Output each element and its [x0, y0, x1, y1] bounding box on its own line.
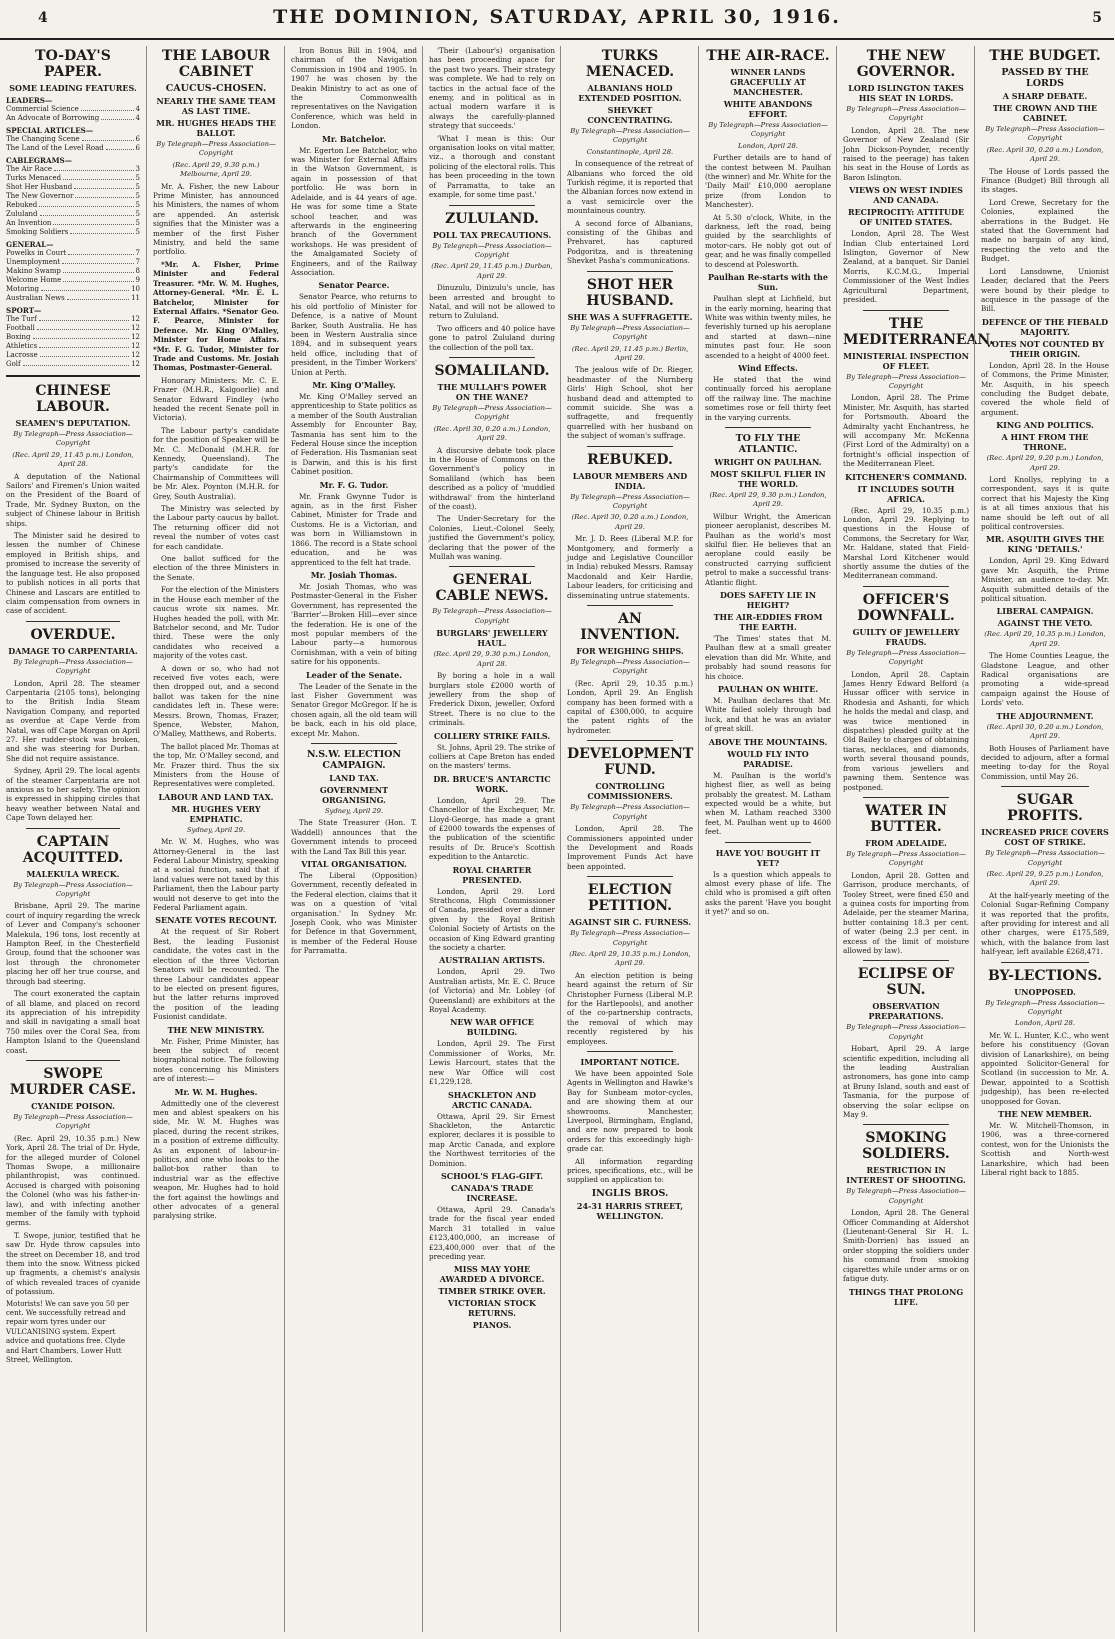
leading-features-subheading: SOME LEADING FEATURES.: [9, 83, 137, 93]
article-paragraph: (Rec. April 29, 10.35 p.m.) New York, April 28. The trial of Dr. Hyde, for the alleged murder of Colonel Thomas Swope, a millionaire philanthropist, was continued. Accused is charged with poisoning the Colonel (who was his father-in-law), and with infecting another member of the family with typhoid germs.: [6, 1133, 140, 1228]
article-paragraph: The Under-Secretary for the Colonies, Lieut.-Colonel Seely, justified the Government's policy, declaring that the power of the Mullah was waning.: [429, 514, 555, 562]
article-paragraph: St. Johns, April 29. The strike of colliers at Cape Breton has ended on the masters' terms.: [429, 742, 555, 771]
swope-murder-heading: SWOPE MURDER CASE.: [9, 1065, 137, 1098]
contents-item: Welcome Home 9: [6, 276, 140, 284]
article-paragraph: Lord Knollys, replying to a correspondent, says it is quite correct that his Majesty the King is at all times anxious that his name should be left out of all political controversies.: [981, 474, 1109, 531]
press-credit: By Telegraph—Press Association—Copyright: [846, 105, 966, 123]
rebuked-subheading: LABOUR MEMBERS AND INDIA.: [572, 470, 688, 491]
article-paragraph: Brisbane, April 29. The marine court of inquiry regarding the wreck of Lever and Company's schooner Malekula, 196 tons, lost recently at Hampton Reef, in the Chesterfield Group, found that the schooner was lost through the chronometer placing her off her true course, and through bad steering.: [6, 901, 140, 986]
article-paragraph: Mr. Fisher, Prime Minister, has been the subject of recent biographical notice. The following notes concerning his Ministers are of interest:—: [153, 1036, 279, 1084]
article-paragraph: The Minister said he desired to lessen the number of Chinese employed in British ships, and promised to increase the severity of the language test. He also proposed to publish notices in all ports that Chinese and Lascars are entitled to claim compensation from owners in case of accident.: [6, 531, 140, 616]
contents-item: Smoking Soldiers 5: [6, 228, 140, 236]
section-subheading: MOST SKILFUL FLIER IN THE WORLD.: [710, 468, 826, 489]
press-credit: By Telegraph—Press Association—Copyright: [13, 880, 133, 899]
shot-her-husband-subheading: SHE WAS A SUFFRAGETTE.: [567, 311, 693, 322]
press-credit: By Telegraph—Press Association—Copyright: [156, 140, 276, 158]
section-subheading: Paulhan Re-starts with the Sun.: [708, 272, 828, 293]
rebuked-heading: REBUKED.: [587, 451, 673, 468]
press-credit: By Telegraph—Press Association—Copyright: [432, 241, 552, 259]
article-paragraph: London, April 28. Captain James Henry Edward Belford (a Hussar officer with service in Rhodesia and Ashanti, for which he holds the medal and clasp, and was twice mentioned in dispatches) pleaded guilty at the Old Bailey to charges of obtaining tiaras, necklaces, and diamonds, worth several thousand pounds, from various jewellers and pawning them. Sentence was postponed.: [843, 669, 969, 792]
section-subheading: IT INCLUDES SOUTH AFRICA.: [857, 483, 955, 504]
new-governor-subheading: LORD ISLINGTON TAKES HIS SEAT IN LORDS.: [848, 83, 964, 103]
article-paragraph: The ballot placed Mr. Thomas at the top, Mr. O'Malley second, and Mr. Frazer third. Thus the six Ministers from the House of Representatives were completed.: [153, 741, 279, 789]
article-paragraph: London, April 29. King Edward gave Mr. Asquith, the Prime Minister, an audience to-day. Mr. Asquith submitted details of the political situation.: [981, 556, 1109, 604]
article-paragraph: M. Paulhan is the world's highest flier, as well as being probably the greatest. M. Latham expected would be a white, but when M. Latham reached 3300 feet, M. Paulhan went up to 4600 feet.: [705, 770, 831, 837]
press-credit: By Telegraph—Press Association—Copyright: [432, 607, 552, 625]
article-paragraph: Both Houses of Parliament have decided to adjourn, after a formal meeting to-day for the Royal Commission, until May 26.: [981, 743, 1109, 781]
chinese-labour-subheading: SEAMEN'S DEPUTATION.: [15, 418, 131, 428]
contents-list: [6, 96, 140, 369]
article-paragraph: The Ministry was selected by the Labour party caucus by ballot. The returning officer did not reveal the number of votes cast for each candidate.: [153, 504, 279, 551]
press-credit: By Telegraph—Press Association—Copyright: [708, 121, 828, 139]
article-paragraph: Mr. W. L. Hunter, K.C., who went before his constituency (Govan division of Lanarkshire), on being appointed Solicitor-General for Scotland (in succession to Mr. A. Dewar, appointed to a Scottish judgeship), has been re-elected unopposed for Govan.: [981, 1030, 1109, 1106]
article-paragraph: An election petition is being heard against the return of Sir Christopher Furness (Liberal M.P. for the Hartlepools), and another of the co-partnership contracts, the removal of which may recently registered by his employees.: [567, 970, 693, 1046]
overdue-subheading: DAMAGE TO CARPENTARIA.: [8, 645, 138, 656]
advertiser-name: INGLIS BROS.: [591, 1187, 669, 1199]
zululand-heading: ZULULAND.: [445, 210, 539, 227]
article-paragraph: Mr. A. Fisher, the new Labour Prime Minister, has announced his Ministers, the names of whom are appended. An asterisk signifies that the Minister was a member of the first Fisher Ministry, and held the same portfolio.: [153, 181, 279, 257]
article-paragraph: London, April 28. The General Officer Commanding at Aldershot (Lieutenant-General Sir H. L. Smith-Dorrien) has issued an order stopping the soldiers under his command from smoking cigarettes while under arms or on fatigue duty.: [843, 1208, 969, 1284]
labour-cabinet-subheading: NEARLY THE SAME TEAM AS LAST TIME.: [156, 96, 276, 116]
press-credit: By Telegraph—Press Association—Copyright: [570, 127, 690, 145]
section-subheading: Mr. Josiah Thomas.: [310, 569, 398, 580]
section-subheading: VIEWS ON WEST INDIES AND CANADA.: [849, 185, 963, 206]
article-paragraph: The court exonerated the captain of all blame, and placed on record its appreciation of his intrepidity and skill in navigating a small boat 750 miles over the Coral Sea, from Hampton Island to the Queensland coast.: [6, 989, 140, 1055]
contents-item: Shot Her Husband 5: [6, 183, 140, 191]
contents-item: Motoring 10: [6, 285, 140, 293]
section-subheading: MR. HUGHES VERY EMPHATIC.: [171, 803, 261, 824]
labour-cabinet-subheading: CAUCUS-CHOSEN.: [165, 83, 267, 94]
advertisement: All information regarding prices, specifications, etc., will be supplied on application to:: [567, 1156, 693, 1185]
article-paragraph: A discursive debate took place in the House of Commons on the Government's policy in Somaliland (which has been described as a policy of 'muddled withdrawal' from the hinterland of the coast).: [429, 445, 555, 512]
section-subheading: Wind Effects.: [738, 362, 798, 373]
article-paragraph: At 5.30 o'clock, White, in the darkness, left the road, being guided by the searchlights of motor-cars. He nobly got out of gear, and he was finally compelled to descend at Polesworth.: [705, 212, 831, 269]
news-item-heading: SHACKLETON AND ARCTIC CANADA.: [447, 1089, 537, 1110]
dateline: (Rec. April 29, 9.30 p.m.) London, April 28.: [433, 650, 551, 668]
somaliland-subheading: THE MULLAH'S POWER ON THE WANE?: [437, 381, 547, 402]
captain-acquitted-subheading: MALEKULA WRECK.: [26, 868, 120, 879]
budget-heading: THE BUDGET.: [989, 48, 1101, 64]
press-credit: By Telegraph—Press Association—Copyright: [432, 403, 552, 422]
captain-acquitted-heading: CAPTAIN ACQUITTED.: [22, 833, 124, 866]
an-invention-subheading: FOR WEIGHING SHIPS.: [576, 646, 684, 657]
section-subheading: GOVERNMENT ORGANISING.: [319, 785, 389, 805]
article-paragraph: For the election of the Ministers in the House each member of the caucus wrote six names. Mr. Hughes headed the poll, with Mr. Batchelor second, and Mr. Tudor third. These were the only candidates who received a majority of the votes cast.: [153, 585, 279, 661]
press-credit: By Telegraph—Press Association—Copyright: [846, 849, 966, 868]
new-governor-heading: THE NEW GOVERNOR.: [856, 48, 956, 80]
page-number: 5: [1092, 10, 1102, 26]
section-subheading: LAND TAX.: [329, 773, 379, 783]
contents-item: The Land of the Level Road 6: [6, 144, 140, 152]
section-subheading: Mr. W. M. Hughes.: [174, 1086, 258, 1097]
article-paragraph: A down or so, who had not received five votes each, were then dropped out, and a second ballot was taken for the nine candidates left in. These were: Messrs. Brown, Thomas, Frazer, Spence, Webster, Mahon, O'Malley, Matthews, and Roberts.: [153, 663, 279, 739]
article-paragraph: M. Paulhan declares that Mr. White failed solely through bad luck, and that he was an aviator of great skill.: [705, 696, 831, 734]
contents-item: Golf 12: [6, 360, 140, 368]
dateline: London, April 28.: [738, 141, 798, 150]
todays-paper-heading: TO-DAY'S PAPER.: [35, 48, 111, 80]
contents-item: An Invention 5: [6, 219, 140, 227]
article-paragraph: (Rec. April 29, 10.35 p.m.) London, April 29. Replying to questions in the House of Commons, the Secretary for War, Mr. Haldane, stated that Field-Marshal Lord Kitchener would shortly assume the duties of the Mediterranean command.: [843, 505, 969, 581]
section-subheading: Senator Pearce.: [318, 280, 390, 291]
section-subheading: KITCHENER'S COMMAND.: [845, 471, 967, 482]
mediterranean-heading: THE MEDITERRANEAN.: [843, 315, 995, 348]
contents-item: Lacrosse 12: [6, 351, 140, 359]
article-paragraph: Mr. King O'Malley served an apprenticeship to State politics as a member of the South Australian Assembly for Encounter Bay, Tasmania has sent him to the Federal House since the inception of Federation. His Tasmanian seat is Darwin, and this is his first Cabinet position.: [291, 392, 417, 477]
article-paragraph: Mr. Josiah Thomas, who was Postmaster-General in the Fisher Government, has represented the 'Barrier'—Broken Hill—ever since the federation. He is one of the most popular members of the Labour party—a humorous Cornishman, with a vein of biting satire for his opponents.: [291, 581, 417, 667]
contents-item: Makino Swamp 8: [6, 267, 140, 275]
budget-subheading: THE CROWN AND THE CABINET.: [992, 103, 1098, 123]
contents-section: LEADERS—: [6, 96, 53, 105]
article-paragraph: London, April 29. Lord Strathcona, High Commissioner of Canada, presided over a dinner given by the Royal British Colonial Society of Artists on the occasion of King Edward granting the society a charter.: [429, 886, 555, 953]
advertisement: Motorists! We can save you 50 per cent. We successfully retread and repair worn tyres under our VULCANISING system. Expert advice and quotations free. Clyde and Hart Chambers, Lower Hutt Street, Wellington.: [6, 1299, 129, 1365]
contents-item: Football 12: [6, 324, 140, 332]
article-paragraph: By boring a hole in a wall burglars stole £2000 worth of jewellery from the shop of Frederick Dixon, jeweller, Oxford Street. There is no clue to the criminals.: [429, 671, 555, 728]
contents-section: SPECIAL ARTICLES—: [6, 126, 94, 135]
press-credit: By Telegraph—Press Association—Copyright: [13, 657, 133, 676]
column-6: [698, 46, 837, 1632]
general-cable-news-heading: GENERAL CABLE NEWS.: [435, 572, 549, 605]
press-credit: By Telegraph—Press Association—Copyright: [985, 125, 1105, 143]
section-subheading: AGAINST THE VETO.: [997, 618, 1093, 629]
article-paragraph: A deputation of the National Sailors' and Firemen's Union waited on the President of the Board of Trade, Mr. Sydney Buxton, on the subject of Chinese labour in British ships.: [6, 471, 140, 528]
article-paragraph: 'The Times' states that M. Paulhan flew at a small greater elevation than did Mr. White, and probably had sound reasons for his choice.: [705, 634, 831, 681]
contents-item: Australian News 11: [6, 294, 140, 302]
column-5: [560, 46, 699, 1632]
press-credit: By Telegraph—Press Association—Copyright: [13, 430, 133, 448]
dateline: (Rec. April 30, 0.20 a.m.) London, April 29.: [433, 424, 551, 443]
contents-item: Powelks in Court 7: [6, 249, 140, 257]
article-paragraph: The Home Counties League, the Gladstone League, and other Radical organisations are promoting a wide-spread campaign against the House of Lords' veto.: [981, 651, 1109, 708]
election-petition-subheading: AGAINST SIR C. FURNESS.: [568, 917, 692, 928]
column-8: [974, 46, 1115, 1632]
section-subheading: Mr. Batchelor.: [322, 133, 386, 144]
press-credit: By Telegraph—Press Association—Copyright: [570, 492, 690, 510]
press-credit: By Telegraph—Press Association—Copyright: [846, 372, 966, 390]
nsw-election-heading: N.S.W. ELECTION CAMPAIGN.: [306, 749, 402, 771]
dateline: (Rec. April 29, 9.20 p.m.) London, April 29.: [986, 454, 1104, 472]
zululand-subheading: POLL TAX PRECAUTIONS.: [432, 229, 552, 240]
newspaper-title: THE DOMINION, SATURDAY, APRIL 30, 1916.: [273, 6, 841, 28]
press-credit: By Telegraph—Press Association—Copyright: [846, 648, 966, 667]
air-race-subheading: WINNER LANDS GRACEFULLY AT MANCHESTER.: [730, 67, 806, 97]
section-subheading: ABOVE THE MOUNTAINS.: [708, 736, 828, 747]
news-item-heading: PIANOS.: [472, 1320, 512, 1331]
section-subheading: PAULHAN ON WHITE.: [717, 684, 819, 695]
column-2: [146, 46, 285, 1632]
press-credit: By Telegraph—Press Association—Copyright: [570, 323, 690, 342]
dateline: (Rec. April 29, 9.25 p.m.) London, April 29.: [986, 869, 1104, 888]
dateline: Sydney, April 29.: [186, 825, 246, 834]
advertisement: We have been appointed Sole Agents in Wellington and Hawke's Bay for Sunbeam motor-cycles, and are showing them at our showrooms. Manchester, Liverpool, Birmingham, England, and are now prepared to book orders for this exceedingly high-grade car.: [567, 1069, 693, 1154]
contents-item: An Advocate of Borrowing 4: [6, 114, 140, 122]
mediterranean-subheading: MINISTERIAL INSPECTION OF FLEET.: [843, 350, 969, 371]
press-credit: By Telegraph—Press Association—Copyright: [570, 929, 690, 947]
dateline: (Rec. April 30, 0.20 a.m.) London, April 29.: [986, 722, 1104, 741]
by-elections-heading: BY-LECTIONS.: [987, 967, 1103, 984]
article-paragraph: At the half-yearly meeting of the Colonial Sugar-Refining Company it was reported that the profits, after providing for interest and all other charges, were £175,589, which, with the balance from last half-year, left available £268,471.: [981, 890, 1109, 957]
article-paragraph: Ottawa, April 29. Sir Ernest Shackleton, the Antarctic explorer, declares it is possible to map Arctic Canada, and explore the Northwest territories of the Dominion.: [429, 1111, 555, 1168]
by-elections-subheading: UNOPPOSED.: [1014, 986, 1076, 997]
notice-heading: IMPORTANT NOTICE.: [580, 1057, 680, 1067]
sugar-profits-heading: SUGAR PROFITS.: [1007, 792, 1083, 825]
contents-item: Zululand 5: [6, 210, 140, 218]
press-credit: By Telegraph—Press Association—Copyright: [846, 1187, 966, 1205]
article-paragraph: The Labour party's candidate for the position of Speaker will be Mr. C. McDonald (M.H.R. for Kennedy, Queensland). The party's candidate for the Chairmanship of Committees will be Mr. Alex. Poynton (M.H.R. for Grey, South Australia).: [153, 425, 279, 501]
air-race-heading: THE AIR-RACE.: [706, 48, 830, 64]
section-subheading: WOULD FLY INTO PARADISE.: [727, 748, 809, 769]
overdue-heading: OVERDUE.: [30, 626, 116, 643]
dateline: (Rec. April 29, 10.35 p.m.) London, April 29.: [984, 630, 1106, 648]
eclipse-heading: ECLIPSE OF SUN.: [857, 966, 955, 999]
article-paragraph: One ballot sufficed for the election of the three Ministers in the Senate.: [153, 554, 279, 582]
news-item-heading: SCHOOL'S FLAG-GIFT.: [440, 1170, 544, 1181]
dateline: (Rec. April 29, 10.35 p.m.) London, April 29.: [569, 949, 691, 968]
advertisement-heading: THINGS THAT PROLONG LIFE.: [848, 1286, 964, 1307]
article-paragraph: London, April 28. The steamer Carpentaria (2105 tons), belonging to the British India Steam Navigation Company, and reported as overdue at Cape Verde from Natal, was off Cape Morgan on April 27. Her rudder-stock was broken, and she was steering for Durban. She did not require assistance.: [6, 678, 140, 763]
article-paragraph: London, April 28. The West Indian Club entertained Lord Islington, Governor of New Zealand, at a banquet. Sir Daniel Morris, K.C.M.G., Imperial Commissioner of the West Indies Agricultural Department, presided.: [843, 229, 969, 305]
section-subheading: RECIPROCITY: ATTITUDE OF UNITED STATES.: [847, 207, 965, 228]
section-subheading: Mr. King O'Malley.: [312, 380, 396, 390]
article-paragraph: Lord Lansdowne, Unionist Leader, declared that the Peers were bound by their pledge to acquiesce in the passage of the Bill.: [981, 266, 1109, 314]
press-credit: By Telegraph—Press Association—Copyright: [985, 998, 1105, 1016]
article-paragraph: The Liberal (Opposition) Government, recently defeated in the Federal election, claims that it was on a question of 'vital organisation.' In Sydney Mr. Joseph Cook, who was Minister for Defence in that Government, is member of the Federal House for Parramatta.: [291, 871, 417, 956]
turks-menaced-heading: TURKS MENACED.: [585, 48, 675, 80]
dateline: (Rec. April 29, 9.30 p.m.) London, April 29.: [709, 490, 827, 509]
eclipse-subheading: OBSERVATION PREPARATIONS.: [868, 1001, 944, 1022]
advertisement-heading: HAVE YOU BOUGHT IT YET?: [715, 847, 821, 868]
article-paragraph: Honorary Ministers: Mr. C. E. Frazer (M.H.R., Kalgoorlie) and Senator Edward Findley (who headed the recent Senate poll in Victoria).: [153, 375, 279, 423]
section-subheading: WRIGHT ON PAULHAN.: [714, 456, 822, 467]
swope-murder-subheading: CYANIDE POISON.: [31, 1100, 115, 1111]
budget-subheading: A SHARP DEBATE.: [1002, 91, 1088, 101]
article-paragraph: Mr. Egerton Lee Batchelor, who was Minister for External Affairs in the Watson Government, is again in possession of that portfolio. He was born in Adelaide, and is 44 years of age. He was for some time a State school teacher, and was afterwards in the engineering branch of the Government workshops. He was president of the Amalgamated Society of Engineers, and of the Railway Association.: [291, 145, 417, 277]
development-fund-heading: DEVELOPMENT FUND.: [567, 746, 694, 779]
section-subheading: VOTES NOT COUNTED BY THEIR ORIGIN.: [985, 338, 1105, 359]
article-paragraph: Iron Bonus Bill in 1904, and chairman of the Navigation Commission in 1904 and 1905. In 1907 he was chosen by the Deakin Ministry to act as one of the Commonwealth representatives on the Navigation Conference, which was held in London.: [291, 46, 417, 131]
article-paragraph: He stated that the wind continually forced his aeroplane off the railway line. The machine sometimes rose or fell thirty feet in the varying currents.: [705, 374, 831, 422]
article-paragraph: Lord Crewe, Secretary for the Colonies, explained the aberrations in the Budget. He stated that the Government had made no bargain of any kind, respecting the veto and the Budget.: [981, 197, 1109, 264]
column-7: [836, 46, 995, 1632]
article-paragraph: London, April 28. Gotten and Garrison, produce merchants, of Tooley Street, were fined £50 and a guinea costs for importing from Adelaide, per the steamer Marina, butter containing 18.3 per cent. of water (being 2.3 per cent. in excess of the limit of moisture allowed by law).: [843, 870, 969, 955]
advertisement: Is a question which appeals to almost every phase of life. The child who is promised a gift often asks the parent 'Have you bought it yet?' and so on.: [705, 869, 831, 917]
news-item-heading: COLLIERY STRIKE FAILS.: [433, 730, 551, 741]
contents-item: The Air Race 3: [6, 165, 140, 173]
article-paragraph: (Rec. April 29, 10.35 p.m.) London, April 29. An English company has been formed with a capital of £300,000, to acquire the patent rights of the hydrometer.: [567, 678, 693, 735]
article-paragraph: Dinuzulu, Dinizulu's uncle, has been arrested and brought to Natal, and will not be allowed to return to Zululand.: [429, 283, 555, 321]
article-paragraph: London, April 28. The Commissioners appointed under the Development and Roads Improvement Funds Act have been appointed.: [567, 824, 693, 871]
contents-section: GENERAL—: [6, 240, 54, 249]
section-subheading: MR. ASQUITH GIVES THE KING 'DETAILS.': [985, 534, 1105, 555]
section-subheading: DEFENCE OF THE FIEBALD MAJORITY.: [981, 316, 1109, 337]
election-petition-heading: ELECTION PETITION.: [587, 882, 673, 915]
article-paragraph: London, April 28. The new Governor of New Zealand (Sir John Dickson-Poynder, recently raised to the peerage) has taken his seat in the House of Lords as Baron Islington.: [843, 125, 969, 182]
article-paragraph: London, April 28. The Prime Minister, Mr. Asquith, has started for Portsmouth. Aboard the Admiralty yacht Enchantress, he will accompany Mr. McKenna (First Lord of the Admiralty) on a fortnight's official inspection of the Mediterranean Fleet.: [843, 393, 969, 469]
article-paragraph: At the request of Sir Robert Best, the leading Fusionist candidate, the votes cast in the election of the three Victorian Senators will be recounted. The three Labour candidates appear to be elected on present figures, but the latter returns improved the position of the leading Fusionist candidate.: [153, 927, 279, 1022]
news-item-heading: AUSTRALIAN ARTISTS.: [439, 955, 545, 966]
section-subheading: A HINT FROM THE THRONE.: [1001, 432, 1089, 453]
article-paragraph: Sydney, April 29. The local agents of the steamer Carpentaria are not anxious as to her safety. The opinion is expressed in shipping circles that heavy weather between Natal and Cape Town delayed her.: [6, 766, 140, 823]
article-paragraph: Hobart, April 29. A large scientific expedition, including all the leading Australian astronomers, has gone into camp at Bruny Island, south and east of Tasmania, for the purpose of observing the solar eclipse on May 9.: [843, 1044, 969, 1120]
contents-item: Commercial Science 4: [6, 105, 140, 113]
contents-item: Turks Menaced 5: [6, 174, 140, 182]
somaliland-heading: SOMALILAND.: [434, 362, 550, 379]
contents-section: SPORT—: [6, 306, 42, 315]
development-fund-subheading: CONTROLLING COMMISSIONERS.: [587, 781, 673, 802]
article-paragraph: A second force of Albanians, consisting of the Ghibas and Prehvaret, has captured Podgoritza, and is threatening Shevket Pasha's communications.: [567, 218, 693, 266]
labour-cabinet-subheading: MR. HUGHES HEADS THE BALLOT.: [156, 118, 276, 138]
section-subheading: VITAL ORGANISATION.: [301, 859, 407, 870]
article-paragraph: Mr. J. D. Rees (Liberal M.P. for Montgomery, and formerly a judge and Legislative Councillor in India) rebuked Messrs. Ramsay Macdonald and Keir Hardie, Labour leaders, for criticising and disseminating untrue statements.: [567, 534, 693, 600]
shot-her-husband-heading: SHOT HER HUSBAND.: [586, 276, 674, 309]
news-item-heading: BURGLARS' JEWELLERY HAUL.: [436, 628, 548, 649]
article-paragraph: Two officers and 40 police have gone to patrol Zululand during the collection of the poll tax.: [429, 323, 555, 352]
contents-item: Athletics 12: [6, 342, 140, 350]
dateline: London, April 28.: [1015, 1019, 1075, 1028]
turks-menaced-subheading: ALBANIANS HOLD EXTENDED POSITION.: [578, 83, 682, 103]
section-subheading: THE ADJOURNMENT.: [996, 710, 1094, 721]
article-paragraph: 'Their (Labour's) organisation has been proceeding apace for the past two years. Their strategy was complete. We had to rely on tactics in the actual face of the enemy, and in political as in actual modern warfare it is always the carefully-planned strategy that succeeds.': [429, 46, 555, 131]
article-paragraph: Senator Pearce, who returns to his old portfolio of Minister for Defence, is a native of Mount Barker, South Australia. He has been in Western Australia since 1894, and in subsequent years held office, including that of president, in the Timber Workers' Union at Perth.: [291, 292, 417, 377]
officers-downfall-subheading: GUILTY OF JEWELLERY FRAUDS.: [852, 626, 960, 647]
article-paragraph: Mr. W. M. Hughes, who was Attorney-General in the last Federal Labour Ministry, speaking at a social function, said that if land values were not taxed by this Parliament, then the Labour party would not deserve to get into the Federal Parliament again.: [153, 837, 279, 913]
contents-item: The New Governor 5: [6, 192, 140, 200]
news-item-heading: NEW WAR OFFICE BUILDING.: [450, 1017, 534, 1038]
article-paragraph: Ottawa, April 29. Canada's trade for the fiscal year ended March 31 totalled in value £123,400,000, an increase of £23,400,000 over that of the preceding year.: [429, 1204, 555, 1261]
air-race-subheading: WHITE ABANDONS EFFORT.: [723, 99, 813, 119]
press-credit: By Telegraph—Press Association—Copyright: [13, 1112, 133, 1131]
dateline: (Rec. April 30, 0.20 a.m.) London, April 29.: [571, 513, 689, 531]
section-subheading: LIBERAL CAMPAIGN.: [996, 606, 1094, 617]
officers-downfall-heading: OFFICER'S DOWNFALL.: [857, 591, 955, 624]
section-subheading: THE NEW MEMBER.: [998, 1109, 1092, 1120]
contents-item: The Turf 12: [6, 315, 140, 323]
article-paragraph: Paulhan slept at Lichfield, but in the early morning, hearing that White was within twenty miles, he feverishly turned up his aeroplane and started at dawn—nine minutes past four. He soon ascended to a height of 4000 feet.: [705, 294, 831, 360]
dateline: (Rec. April 29, 9.30 p.m.) Melbourne, April 29.: [172, 160, 260, 179]
section-subheading: DOES SAFETY LIE IN HEIGHT?: [719, 590, 817, 611]
article-paragraph: London, April 29. The Chancellor of the Exchequer, Mr. Lloyd-George, has made a grant of £2000 towards the expenses of the publication of the scientific results of Dr. Bruce's Scottish expedition to the Antarctic.: [429, 795, 555, 862]
article-paragraph: Mr. Frank Gwynne Tudor is again, as in the first Fisher Cabinet, Minister for Trade and Customs. He is a Victorian, and was born in Williamstown in 1866. The record is a State school education, and he was apprenticed to the felt hat trade.: [291, 491, 417, 567]
press-credit: By Telegraph—Press Association—Copyright: [570, 803, 690, 821]
contents-item: Boxing 12: [6, 333, 140, 341]
article-paragraph: The House of Lords passed the Finance (Budget) Bill through all its stages.: [981, 166, 1109, 195]
column-3: [284, 46, 423, 1632]
water-in-butter-subheading: FROM ADELAIDE.: [865, 837, 947, 848]
news-item-heading: CANADA'S TRADE INCREASE.: [450, 1182, 534, 1203]
masthead: [0, 0, 1114, 40]
press-credit: By Telegraph—Press Association—Copyright: [570, 658, 690, 676]
article-paragraph: Mr. W. Mitchell-Thomson, in 1906, was a three-cornered contest, won for the Unionists the Scottish and North-west Lanarkshire, which had been Liberal right back to 1885.: [981, 1121, 1109, 1178]
news-item-heading: TIMBER STRIKE OVER.: [438, 1286, 546, 1297]
section-subheading: Leader of the Senate.: [306, 669, 402, 680]
dateline: (Rec. April 29, 11.45 p.m.) Berlin, April 29.: [571, 344, 689, 362]
dateline: (Rec. April 30, 0.20 a.m.) London, April 29.: [986, 145, 1104, 164]
article-paragraph: London, April 29. Two Australian artists, Mr. E. C. Bruce (of Victoria) and Mr. Lobley (of Queensland) are exhibitors at the Royal Academy.: [429, 967, 555, 1015]
dateline: (Rec. April 29, 11.45 p.m.) Durban, April 29.: [431, 262, 553, 280]
section-subheading: LABOUR AND LAND TAX.: [158, 791, 274, 802]
contents-item: The Changing Scene 6: [6, 135, 140, 143]
article-paragraph: In consequence of the retreat of Albanians who forced the old Turkish régime, it is reported that the Albanian forces now extend in a vast semicircle over the mountainous country.: [567, 159, 693, 216]
column-1: [0, 46, 146, 1632]
article-paragraph: London, April 28. In the House of Commons, the Prime Minister, Mr. Asquith, in his speech concluding the Budget debate, covered the whole field of argument.: [981, 360, 1109, 417]
contents-list-items: [6, 96, 140, 369]
article-paragraph: The Leader of the Senate in the last Fisher Government was Senator Gregor McGregor. If he is chosen again, all the old team will be back, each in his old place, except Mr. Mahon.: [291, 681, 417, 738]
sugar-profits-subheading: INCREASED PRICE COVERS COST OF STRIKE.: [981, 827, 1109, 848]
section-subheading: SENATE VOTES RECOUNT.: [155, 915, 277, 926]
article-paragraph: Further details are to hand of the contest between M. Paulhan (the winner) and Mr. White for the 'Daily Mail' £10,000 aeroplane prize (from London to Manchester).: [705, 153, 831, 210]
smoking-soldiers-subheading: RESTRICTION IN INTEREST OF SHOOTING.: [846, 1165, 966, 1186]
contents-section: CABLEGRAMS—: [6, 156, 72, 165]
dateline: Sydney, April 29.: [324, 807, 384, 815]
chinese-labour-heading: CHINESE LABOUR.: [35, 383, 111, 415]
article-paragraph: The State Treasurer (Hon. T. Waddell) announces that the Government intends to proceed with the Land Tax Bill this year.: [291, 818, 417, 856]
news-item-heading: MISS MAY YOHE AWARDED A DIVORCE.: [439, 1264, 545, 1285]
article-paragraph: Wilbur Wright, the American pioneer aeroplanist, describes M. Paulhan as the world's most skilful flier. He believes that an aeroplane could easily be constructed carrying sufficient petrol to make a successful trans-Atlantic flight.: [705, 511, 831, 587]
news-item-heading: ROYAL CHARTER PRESENTED.: [452, 864, 532, 885]
news-item-heading: VICTORIAN STOCK RETURNS.: [448, 1298, 536, 1319]
dateline: Constantinople, April 28.: [586, 147, 674, 156]
press-credit: By Telegraph—Press Association—Copyright: [985, 849, 1105, 867]
section-subheading: THE AIR-EDDIES FROM THE EARTH.: [713, 612, 823, 633]
section-subheading: Mr. F. G. Tudor.: [319, 479, 389, 490]
section-subheading: THE NEW MINISTRY.: [167, 1024, 265, 1035]
contents-item: Unemployment 7: [6, 258, 140, 266]
article-paragraph: Admittedly one of the cleverest men and ablest speakers on his side, Mr. W. M. Hughes was placed, during the recent strikes, in a position of extreme difficulty. As an exponent of labour-in-politics, and one who looks to the ballot-box rather than to industrial war as the effective weapon, Mr. Hughes had to hold the fort against the howlings and other advocates of a general paralysing strike.: [153, 1098, 279, 1221]
advertiser-address: 24-31 HARRIS STREET, WELLINGTON.: [576, 1200, 684, 1221]
column-4: [422, 46, 561, 1632]
smoking-soldiers-heading: SMOKING SOLDIERS.: [862, 1130, 950, 1163]
news-item-heading: DR. BRUCE'S ANTARCTIC WORK.: [433, 773, 551, 794]
article-paragraph: T. Swope, junior, testified that he saw Dr. Hyde throw capsules into the street on December 18, and trod them into the snow. Witness picked up fragments, a chemist's analysis of which revealed traces of cyanide of potassium.: [6, 1230, 140, 1297]
fly-atlantic-heading: TO FLY THE ATLANTIC.: [735, 432, 801, 455]
budget-subheading: PASSED BY THE LORDS: [1001, 67, 1089, 89]
an-invention-heading: AN INVENTION.: [580, 611, 680, 644]
minister-list: *Mr. A. Fisher, Prime Minister and Federal Treasurer. *Mr. W. M. Hughes, Attorney-General. *Mr. E. L. Batchelor, Minister for External Affairs. *Senator Geo. F. Pearce, Minister for Defence. Mr. King O'Malley, Minister for Home Affairs. *Mr. F. G. Tudor, Minister for Trade and Customs. Mr. Josiah Thomas, Postmaster-General.: [153, 259, 279, 373]
contents-item: Rebuked 5: [6, 201, 140, 209]
press-credit: By Telegraph—Press Association—Copyright: [846, 1023, 966, 1041]
turks-menaced-subheading: SHEVKET CONCENTRATING.: [587, 105, 673, 125]
water-in-butter-heading: WATER IN BUTTER.: [865, 802, 947, 835]
article-paragraph: 'What I mean is this: Our organisation looks on vital matter, viz., a thorough and constant policing of the electoral rolls. This has been proceeding in the town of Parramatta, to take an example, for some time past.': [429, 133, 555, 200]
dateline: (Rec. April 29, 11.45 p.m.) London, April 28.: [12, 450, 134, 469]
section-subheading: KING AND POLITICS.: [996, 420, 1094, 431]
labour-cabinet-heading: THE LABOUR CABINET: [161, 48, 271, 80]
article-paragraph: London, April 29. The First Commissioner of Works, Mr. Lewis Harcourt, states that the new War Office will cost £1,229,128.: [429, 1039, 555, 1087]
article-paragraph: The jealous wife of Dr. Rieger, headmaster of the Nurnberg Girls' High School, shot her husband dead and attempted to commit suicide. She was a suffragette, and frequently quarrelled with her husband on the subject of woman's suffrage.: [567, 365, 693, 441]
page-number-left: 4: [38, 10, 48, 26]
